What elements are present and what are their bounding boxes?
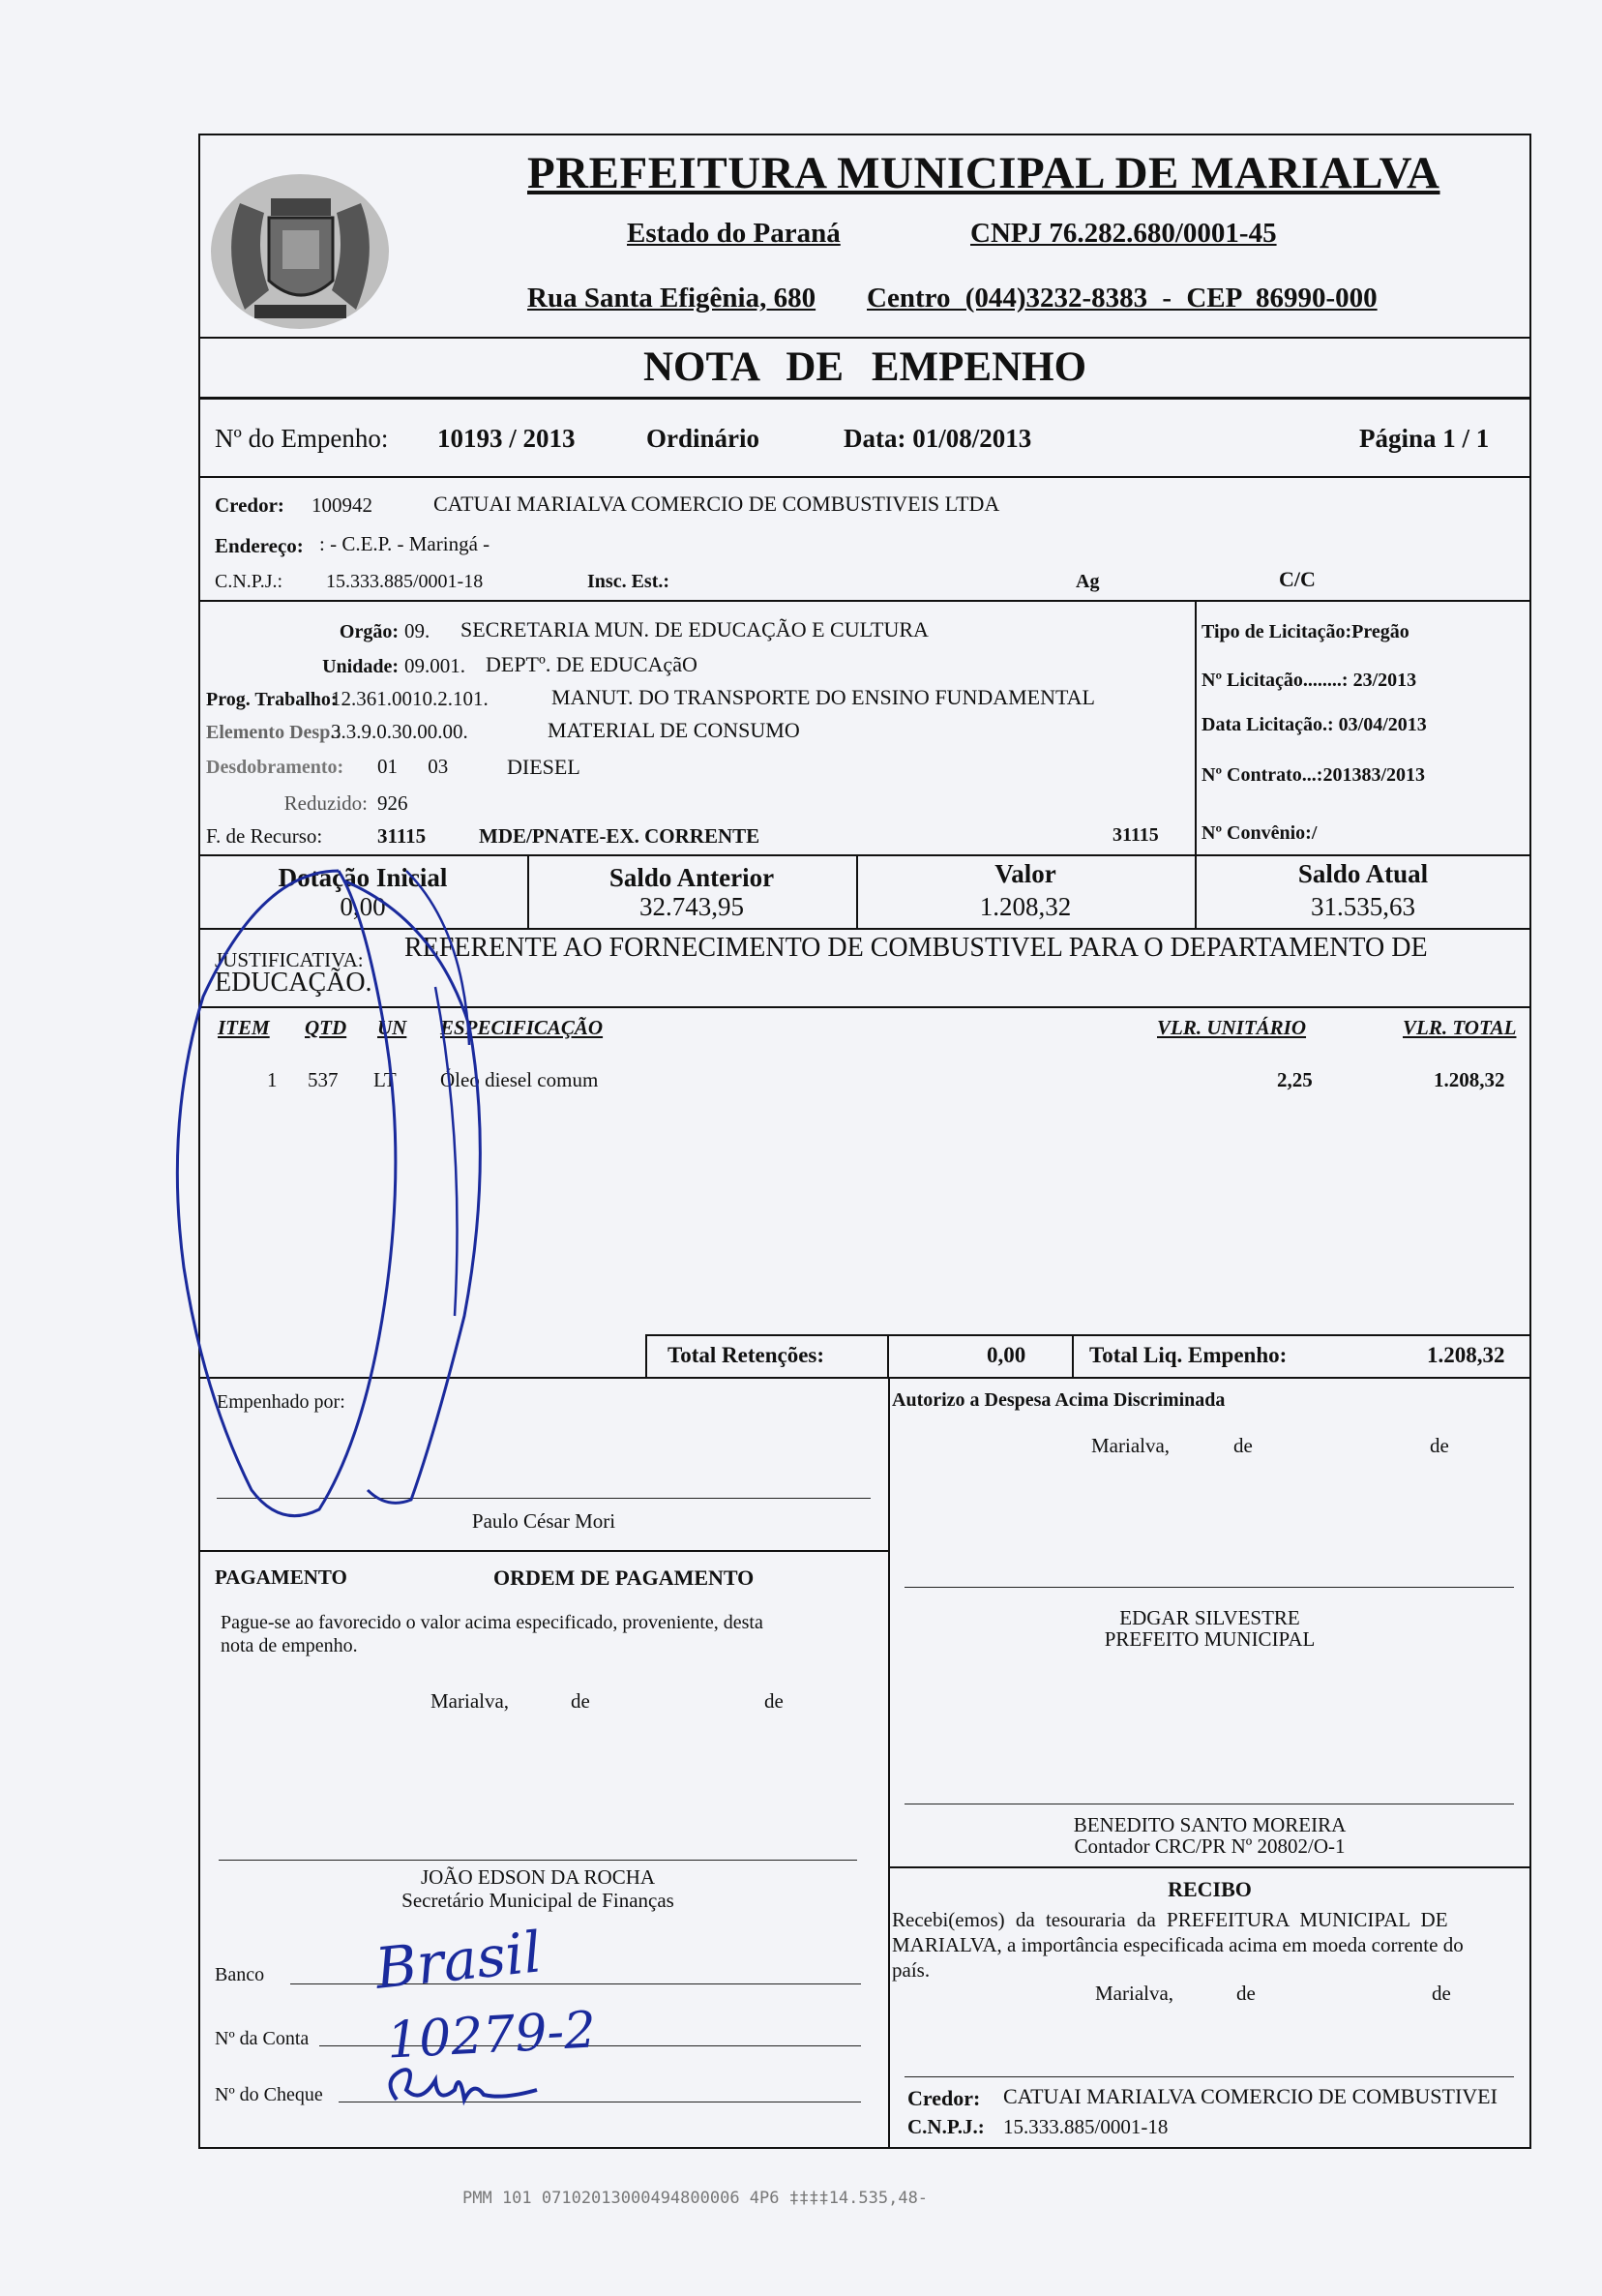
pagamento-text-2: nota de empenho. bbox=[221, 1635, 358, 1656]
desdobramento-label: Desdobramento: bbox=[206, 757, 344, 778]
unidade-desc: DEPTº. DE EDUCAçãO bbox=[486, 652, 697, 676]
retencoes-value: 0,00 bbox=[987, 1343, 1026, 1367]
reduzido-label: Reduzido: bbox=[283, 791, 368, 815]
recibo-credor-label: Credor: bbox=[907, 2086, 981, 2110]
liquido-label: Total Liq. Empenho: bbox=[1089, 1343, 1288, 1367]
cnpj-label: C.N.P.J.: bbox=[215, 571, 283, 592]
credor-name: CATUAI MARIALVA COMERCIO DE COMBUSTIVEIS LTDA bbox=[433, 492, 1000, 516]
recibo-de-1: de bbox=[1236, 1982, 1256, 2005]
justificativa-label: JUSTIFICATIVA: bbox=[215, 948, 364, 971]
autorizo-place: Marialva, bbox=[1091, 1434, 1171, 1457]
street-address: Rua Santa Efigênia, 680 bbox=[527, 283, 816, 313]
insc-est-label: Insc. Est.: bbox=[587, 571, 670, 592]
recibo-text-1: Recebi(emos) da tesouraria da PREFEITURA MUNICIPAL DE bbox=[892, 1908, 1448, 1931]
banco-handwritten: Brasil bbox=[371, 1919, 545, 2002]
item-row-number: 1 bbox=[267, 1068, 278, 1091]
desdobramento-code: 01 03 bbox=[377, 755, 449, 778]
recibo-de-2: de bbox=[1432, 1982, 1451, 2005]
saldo-atual-value: 31.535,63 bbox=[1311, 892, 1415, 921]
pagamento-de-2: de bbox=[764, 1689, 784, 1713]
conta-handwritten: 10279-2 bbox=[385, 2001, 598, 2071]
data-licitacao: Data Licitação.: 03/04/2013 bbox=[1202, 714, 1427, 735]
doc-title: NOTA DE EMPENHO bbox=[642, 344, 1087, 390]
coat-of-arms-seal bbox=[201, 164, 400, 337]
recibo-title: RECIBO bbox=[1168, 1877, 1252, 1901]
conta-corrente-label: C/C bbox=[1279, 567, 1316, 591]
numero-convenio: Nº Convênio:/ bbox=[1202, 822, 1318, 844]
endereco-label: Endereço: bbox=[215, 534, 304, 557]
col-especificacao: ESPECIFICAÇÃO bbox=[440, 1016, 604, 1039]
orgao-desc: SECRETARIA MUN. DE EDUCAÇÃO E CULTURA bbox=[460, 617, 929, 641]
recurso-desc: MDE/PNATE-EX. CORRENTE bbox=[479, 824, 760, 848]
liquido-value: 1.208,32 bbox=[1427, 1343, 1505, 1367]
secretario-name: JOÃO EDSON DA ROCHA bbox=[420, 1865, 656, 1889]
saldo-anterior-label: Saldo Anterior bbox=[608, 863, 775, 892]
col-qtd: QTD bbox=[305, 1016, 347, 1039]
empenhado-name: Paulo César Mori bbox=[471, 1509, 616, 1533]
justificativa-line1: REFERENTE AO FORNECIMENTO DE COMBUSTIVEL PARA O DEPARTAMENTO DE bbox=[404, 933, 1428, 963]
dotacao-value: 0,00 bbox=[340, 892, 386, 921]
elemento-code: 3.3.9.0.30.00.00. bbox=[331, 720, 468, 743]
micr-line: PMM 101 07102013000494800006 4P6 ‡‡‡‡14.535,48- bbox=[462, 2189, 929, 2208]
recurso-code-right: 31115 bbox=[1112, 824, 1159, 846]
conta-label: Nº da Conta bbox=[215, 2028, 310, 2049]
endereco-value: : - C.E.P. - Maringá - bbox=[319, 532, 490, 555]
item-row-qtd: 537 bbox=[308, 1068, 339, 1091]
justificativa-line2: EDUCAÇÃO. bbox=[215, 968, 372, 998]
numero-contrato: Nº Contrato...:201383/2013 bbox=[1202, 764, 1426, 786]
retencoes-label: Total Retenções: bbox=[668, 1343, 825, 1367]
recibo-place: Marialva, bbox=[1095, 1982, 1174, 2005]
prefeitura-title: PREFEITURA MUNICIPAL DE MARIALVA bbox=[527, 148, 1440, 198]
col-vlr-total: VLR. TOTAL bbox=[1403, 1016, 1517, 1039]
item-row-unit: 2,25 bbox=[1277, 1068, 1313, 1091]
cnpj-header: CNPJ 76.282.680/0001-45 bbox=[970, 218, 1277, 249]
saldo-atual-label: Saldo Atual bbox=[1297, 859, 1429, 888]
col-vlr-unitario: VLR. UNITÁRIO bbox=[1157, 1016, 1307, 1039]
credor-code: 100942 bbox=[312, 493, 372, 517]
item-row-spec: Óleo diesel comum bbox=[440, 1068, 599, 1091]
empenho-date: Data: 01/08/2013 bbox=[844, 424, 1032, 453]
recibo-cnpj: 15.333.885/0001-18 bbox=[1003, 2115, 1169, 2138]
pagamento-label: PAGAMENTO bbox=[215, 1565, 347, 1589]
desdobramento-desc: DIESEL bbox=[507, 755, 580, 779]
recibo-cnpj-label: C.N.P.J.: bbox=[907, 2115, 985, 2138]
address-contact: Centro (044)3232-8383 - CEP 86990-000 bbox=[867, 283, 1378, 313]
unidade-code: 09.001. bbox=[404, 654, 465, 677]
credor-label: Credor: bbox=[215, 493, 284, 517]
numero-licitacao: Nº Licitação........: 23/2013 bbox=[1202, 670, 1417, 691]
elemento-desc: MATERIAL DE CONSUMO bbox=[548, 718, 800, 742]
orgao-label: Orgão: bbox=[339, 621, 399, 642]
orgao-code: 09. bbox=[404, 619, 430, 642]
elemento-label: Elemento Desp.: bbox=[206, 722, 341, 743]
unidade-label: Unidade: bbox=[322, 656, 399, 677]
autorizo-de-2: de bbox=[1430, 1434, 1449, 1457]
agencia-label: Ag bbox=[1076, 571, 1100, 592]
item-row-total: 1.208,32 bbox=[1434, 1068, 1505, 1091]
valor-label: Valor bbox=[994, 859, 1056, 888]
prog-trabalho-code: 12.361.0010.2.101. bbox=[331, 687, 489, 710]
prog-trabalho-label: Prog. Trabalho: bbox=[206, 689, 338, 710]
valor-value: 1.208,32 bbox=[979, 892, 1072, 921]
banco-label: Banco bbox=[215, 1964, 265, 1985]
recibo-text-3: país. bbox=[892, 1958, 931, 1982]
saldo-anterior-value: 32.743,95 bbox=[639, 892, 744, 921]
empenho-number: 10193 / 2013 bbox=[437, 424, 576, 453]
recurso-code: 31115 bbox=[377, 824, 427, 848]
tipo-licitacao: Tipo de Licitação:Pregão bbox=[1202, 621, 1409, 642]
empenhado-label: Empenhado por: bbox=[217, 1391, 345, 1413]
empenho-number-label: Nº do Empenho: bbox=[215, 424, 389, 453]
recibo-text-2: MARIALVA, a importância especificada acima em moeda corrente do bbox=[892, 1933, 1464, 1956]
autorizo-label: Autorizo a Despesa Acima Discriminada bbox=[892, 1389, 1226, 1411]
state-name: Estado do Paraná bbox=[627, 218, 841, 249]
prefeito-name: EDGAR SILVESTRE bbox=[1119, 1606, 1300, 1629]
credor-cnpj: 15.333.885/0001-18 bbox=[326, 571, 484, 592]
ordem-pagamento-label: ORDEM DE PAGAMENTO bbox=[493, 1565, 755, 1590]
autorizo-de-1: de bbox=[1233, 1434, 1253, 1457]
recibo-credor: CATUAI MARIALVA COMERCIO DE COMBUSTIVEI bbox=[1003, 2084, 1498, 2108]
col-item: ITEM bbox=[218, 1016, 270, 1039]
dotacao-label: Dotação Inicial bbox=[278, 863, 448, 892]
empenho-type: Ordinário bbox=[646, 424, 760, 453]
page-number: Página 1 / 1 bbox=[1359, 424, 1490, 453]
contador-title: Contador CRC/PR Nº 20802/O-1 bbox=[1074, 1834, 1346, 1858]
item-row-un: LT bbox=[373, 1068, 397, 1091]
prefeito-title: PREFEITO MUNICIPAL bbox=[1104, 1627, 1316, 1651]
pagamento-place: Marialva, bbox=[430, 1689, 510, 1713]
pagamento-text-1: Pague-se ao favorecido o valor acima especificado, proveniente, desta bbox=[221, 1612, 763, 1633]
reduzido-value: 926 bbox=[377, 791, 408, 815]
prog-trabalho-desc: MANUT. DO TRANSPORTE DO ENSINO FUNDAMENTAL bbox=[551, 685, 1095, 709]
secretario-title: Secretário Municipal de Finanças bbox=[401, 1889, 674, 1912]
cheque-label: Nº do Cheque bbox=[215, 2084, 323, 2105]
contador-name: BENEDITO SANTO MOREIRA bbox=[1073, 1813, 1347, 1836]
pagamento-de-1: de bbox=[571, 1689, 590, 1713]
col-un: UN bbox=[377, 1016, 407, 1039]
recurso-label: F. de Recurso: bbox=[206, 824, 323, 848]
